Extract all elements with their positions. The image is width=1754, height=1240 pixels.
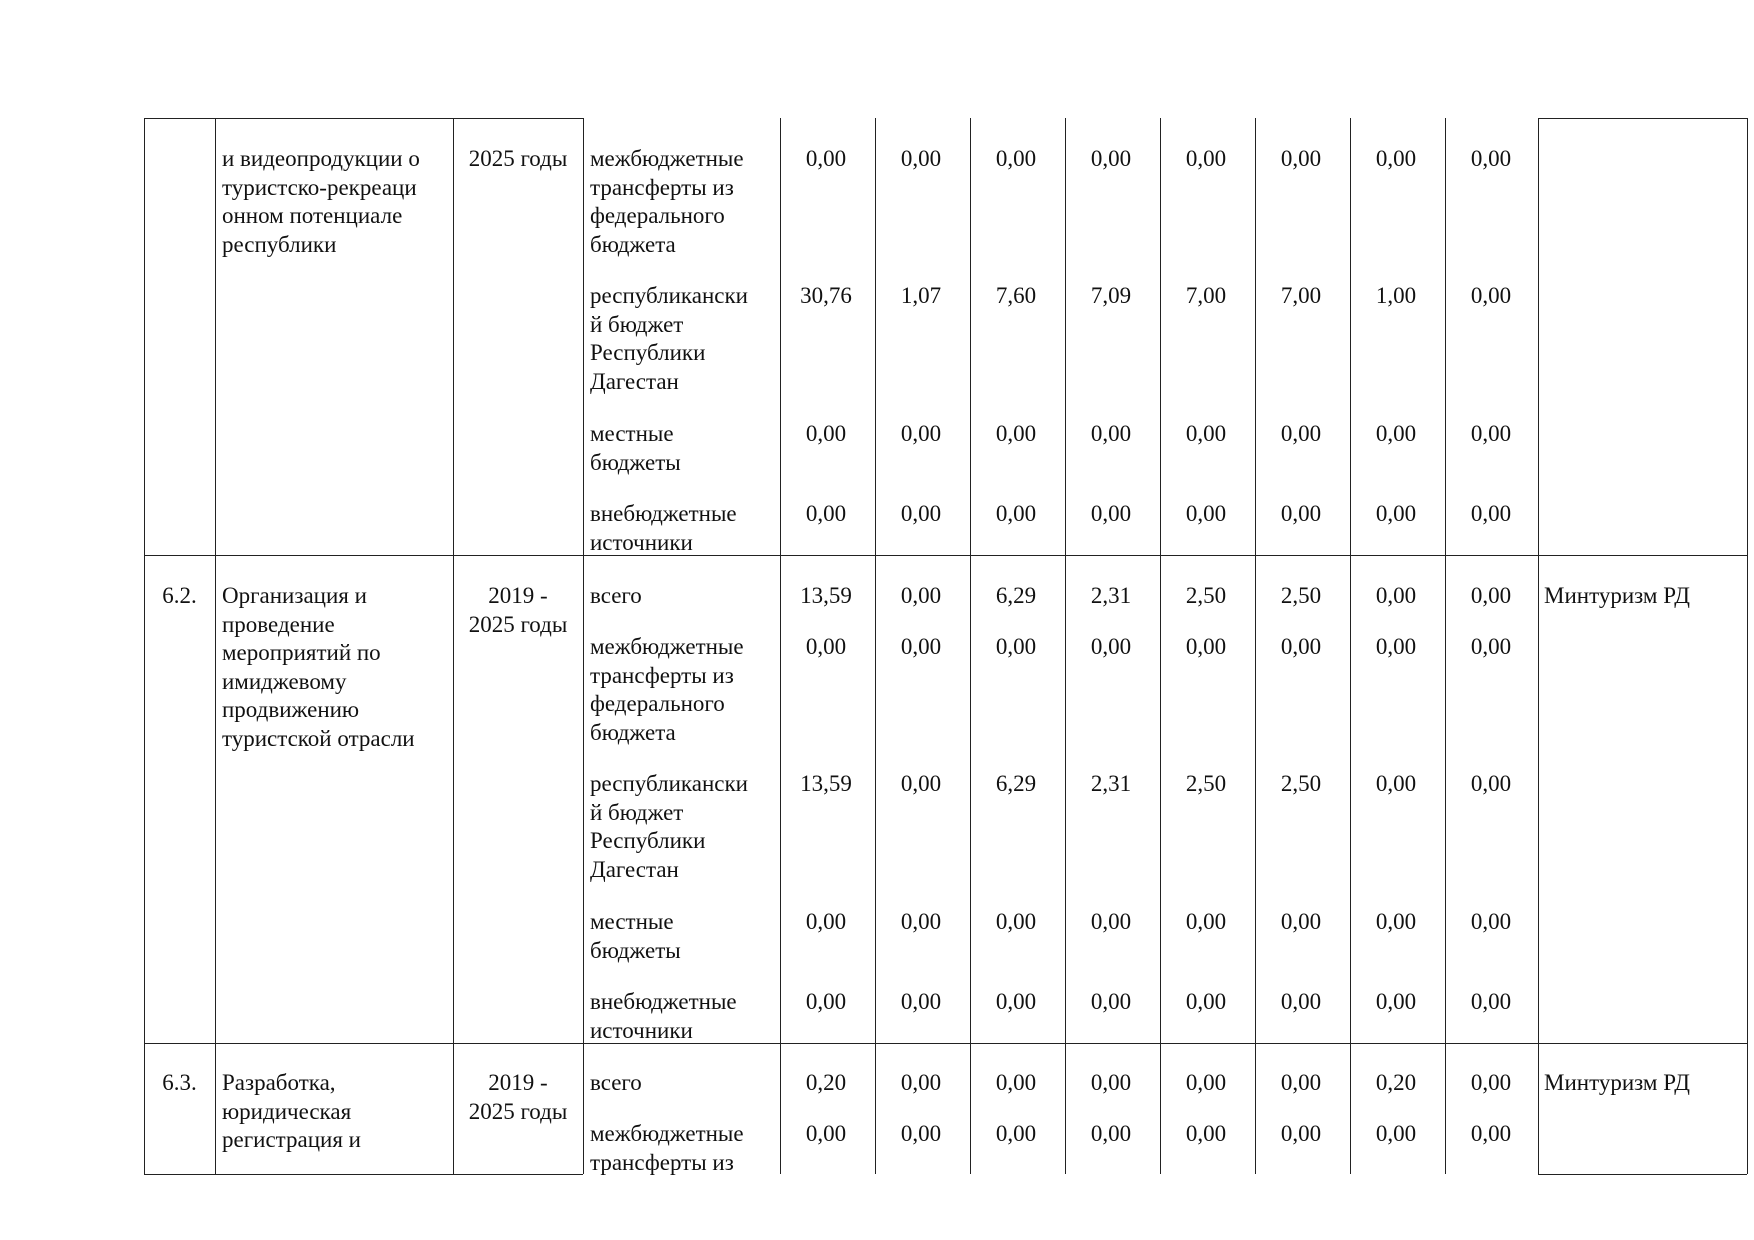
funding-source-label: местные [590,421,674,446]
funding-value: 0,00 [1375,421,1417,446]
funding-source-label: внебюджетные [590,501,737,526]
funding-value: 0,00 [1185,501,1227,526]
funding-value: 2,31 [1090,771,1132,796]
funding-value: 0,00 [1470,1121,1512,1146]
funding-value: 0,00 [1280,989,1322,1014]
funding-value: 0,00 [995,1121,1037,1146]
funding-source-label: й бюджет [590,311,684,337]
funding-value: 1,07 [900,283,942,308]
column-border-2 [453,118,454,1174]
funding-value: 0,00 [1090,634,1132,659]
funding-value: 0,00 [1185,146,1227,171]
measure-name-line: проведение [222,611,335,637]
table-top-border-right [1538,118,1747,119]
funding-source-label: трансферты из [590,662,734,688]
funding-source-label: республикански [590,771,748,796]
measure-name-line: онном потенциале [222,203,403,228]
period-line: 2025 годы [468,1098,568,1124]
measure-name-line: туристско-рекреаци [222,174,417,200]
funding-value: 0,00 [900,583,942,608]
column-border-12 [1538,118,1539,1174]
funding-value: 0,00 [1470,989,1512,1014]
funding-value: 0,00 [1375,146,1417,171]
funding-value: 0,00 [900,634,942,659]
funding-value: 0,00 [1185,909,1227,934]
funding-value: 0,20 [805,1070,847,1095]
funding-source-label: трансферты из [590,1149,734,1175]
row-number: 6.3. [162,1070,197,1095]
funding-value: 0,00 [1470,146,1512,171]
funding-value: 7,09 [1090,283,1132,308]
funding-value: 0,00 [805,146,847,171]
table-bottom-border-left [144,1174,583,1175]
funding-value: 0,00 [1280,421,1322,446]
funding-value: 0,00 [900,421,942,446]
funding-value: 0,00 [805,1121,847,1146]
funding-value: 0,00 [1470,771,1512,796]
funding-value: 0,00 [1375,989,1417,1014]
funding-value: 0,00 [1090,501,1132,526]
funding-source-label: местные [590,909,674,934]
funding-value: 0,00 [1185,634,1227,659]
funding-value: 0,00 [1470,634,1512,659]
funding-value: 0,00 [805,501,847,526]
funding-value: 0,00 [1090,146,1132,171]
funding-source-label: межбюджетные [590,146,744,171]
funding-value: 0,00 [1375,583,1417,608]
funding-source-label: федерального [590,691,725,716]
funding-source-label: Республики [590,828,706,853]
column-border-3 [583,118,584,1174]
funding-value: 0,00 [1280,634,1322,659]
row-number: 6.2. [162,583,197,608]
funding-value: 0,00 [1090,421,1132,446]
measure-name-line: мероприятий по [222,640,381,665]
funding-value: 2,31 [1090,583,1132,608]
funding-value: 0,00 [900,146,942,171]
funding-value: 7,00 [1185,283,1227,308]
executor-name: Минтуризм РД [1544,583,1690,608]
funding-value: 0,00 [995,989,1037,1014]
funding-value: 0,00 [900,989,942,1014]
table-top-border-left [144,118,583,119]
funding-value: 0,00 [900,771,942,796]
table-bottom-border-right [1538,1174,1747,1175]
funding-value: 0,00 [995,634,1037,659]
funding-value: 0,00 [1375,909,1417,934]
funding-value: 0,00 [1470,283,1512,308]
funding-value: 0,00 [1375,1121,1417,1146]
funding-value: 0,00 [995,146,1037,171]
measure-name-line: регистрация и [222,1127,361,1152]
funding-value: 1,00 [1375,283,1417,308]
funding-value: 0,00 [805,989,847,1014]
funding-value: 2,50 [1185,583,1227,608]
funding-value: 6,29 [995,771,1037,796]
funding-value: 0,00 [1280,909,1322,934]
funding-value: 0,00 [1280,1121,1322,1146]
column-border-0 [144,118,145,1174]
funding-value: 2,50 [1280,583,1322,608]
funding-source-label: Республики [590,340,706,365]
funding-value: 0,00 [805,634,847,659]
funding-source-label: внебюджетные [590,989,737,1014]
funding-value: 0,00 [900,1070,942,1095]
row-border-6-2 [144,555,1747,556]
funding-value: 7,60 [995,283,1037,308]
funding-source-label: Дагестан [590,368,679,394]
measure-name-line: и видеопродукции о [222,146,420,171]
funding-value: 0,00 [1470,909,1512,934]
funding-source-label: бюджета [590,231,676,257]
funding-value: 0,00 [995,501,1037,526]
funding-source-label: всего [590,1070,642,1095]
funding-value: 0,00 [1280,146,1322,171]
funding-value: 0,00 [805,909,847,934]
executor-name: Минтуризм РД [1544,1070,1690,1095]
funding-value: 0,00 [995,909,1037,934]
funding-value: 0,00 [1090,909,1132,934]
funding-value: 0,00 [1185,1121,1227,1146]
funding-value: 0,00 [1470,1070,1512,1095]
measure-name-line: имиджевому [222,668,347,694]
funding-source-label: всего [590,583,642,608]
funding-source-label: й бюджет [590,799,684,825]
measure-name-line: юридическая [222,1098,352,1124]
funding-source-label: республикански [590,283,748,308]
funding-value: 0,00 [900,1121,942,1146]
column-border-1 [215,118,216,1174]
period-line: 2019 - [488,1070,548,1095]
funding-source-label: источники [590,529,693,555]
funding-value: 0,00 [1090,1070,1132,1095]
funding-value: 0,00 [1090,1121,1132,1146]
funding-value: 6,29 [995,583,1037,608]
funding-source-label: межбюджетные [590,634,744,659]
funding-value: 13,59 [800,771,852,796]
measure-name-line: республики [222,231,337,257]
funding-source-label: трансферты из [590,174,734,200]
measure-name-line: Разработка, [222,1070,336,1095]
funding-value: 0,00 [1090,989,1132,1014]
row-border-6-3 [144,1043,1747,1044]
funding-value: 13,59 [800,583,852,608]
funding-value: 30,76 [800,283,852,308]
funding-source-label: межбюджетные [590,1121,744,1146]
funding-source-label: Дагестан [590,856,679,882]
period-line: 2019 - [488,583,548,608]
funding-value: 0,00 [995,1070,1037,1095]
funding-value: 0,00 [1185,989,1227,1014]
funding-source-label: бюджета [590,719,676,745]
funding-value: 0,00 [1280,1070,1322,1095]
column-border-13 [1747,118,1748,1174]
funding-value: 0,00 [995,421,1037,446]
funding-source-label: бюджеты [590,937,681,963]
measure-name-line: продвижению [222,697,360,722]
funding-value: 0,00 [1375,501,1417,526]
funding-value: 0,00 [1470,501,1512,526]
funding-value: 0,00 [1470,421,1512,446]
funding-value: 0,00 [1470,583,1512,608]
funding-source-label: бюджеты [590,449,681,475]
measure-name-line: Организация и [222,583,367,608]
funding-value: 2,50 [1280,771,1322,796]
funding-value: 0,00 [1375,771,1417,796]
funding-value: 0,00 [805,421,847,446]
measure-name-line: туристской отрасли [222,725,415,751]
funding-value: 0,20 [1375,1070,1417,1095]
funding-value: 7,00 [1280,283,1322,308]
funding-value: 0,00 [1280,501,1322,526]
funding-value: 0,00 [1185,1070,1227,1095]
period-line: 2025 годы [468,611,568,637]
funding-value: 0,00 [1375,634,1417,659]
period-line: 2025 годы [468,146,568,171]
funding-source-label: федерального [590,203,725,228]
funding-source-label: источники [590,1017,693,1043]
funding-value: 0,00 [900,501,942,526]
funding-value: 2,50 [1185,771,1227,796]
funding-value: 0,00 [900,909,942,934]
funding-value: 0,00 [1185,421,1227,446]
